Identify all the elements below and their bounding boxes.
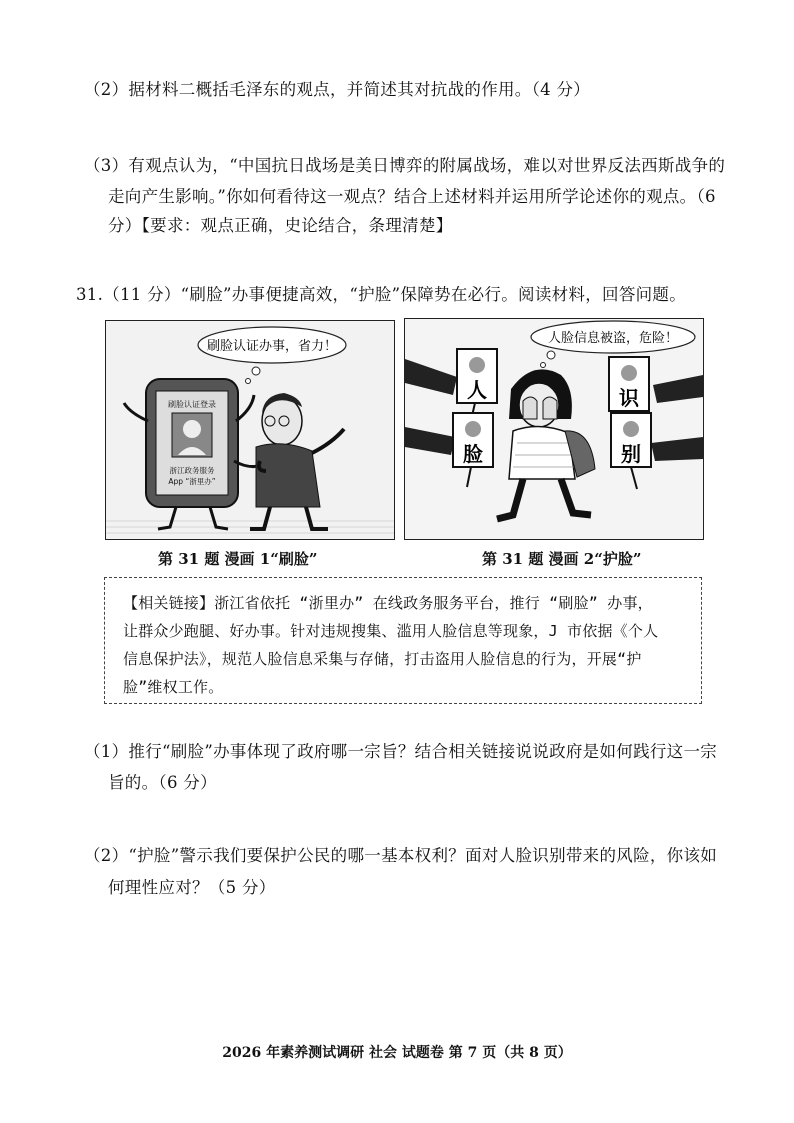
q30-part3-line1: （3）有观点认为，“中国抗日战场是美日博弈的附属战场，难以对世界反法西斯战争的 bbox=[84, 156, 726, 175]
comic-1-face-scan bbox=[105, 320, 395, 540]
bubble-2-text: 人脸信息被盗，危险！ bbox=[547, 331, 679, 346]
bubble-1-text: 刷脸认证办事，省力！ bbox=[206, 339, 338, 354]
page-footer: 2026 年素养测试调研 社会 试题卷 第 7 页（共 8 页） bbox=[222, 1045, 572, 1061]
link-line-3: 信息保护法》，规范人脸信息采集与存储，打击盗用人脸信息的行为，开展“护 bbox=[123, 650, 642, 668]
q31-heading: 31.（11 分）“刷脸”办事便捷高效，“护脸”保障势在必行。阅读材料，回答问题。 bbox=[76, 285, 687, 304]
q31-part2-line1: （2）“护脸”警示我们要保护公民的哪一基本权利？面对人脸识别带来的风险，你该如 bbox=[84, 846, 718, 865]
comic-1-caption: 第 31 题 漫画 1“刷脸” bbox=[158, 550, 318, 568]
link-line-4: 脸”维权工作。 bbox=[123, 678, 224, 696]
screen-bottom-text-2: App “浙里办” bbox=[168, 477, 216, 486]
q30-part3-line2: 走向产生影响。”你如何看待这一观点？结合上述材料并运用所学论述你的观点。（6 bbox=[108, 187, 716, 206]
sign-bie-text: 别 bbox=[621, 442, 641, 466]
q31-part2-line2: 何理性应对？（5 分） bbox=[108, 878, 276, 897]
q30-part3-line3: 分）【要求：观点正确，史论结合，条理清楚】 bbox=[108, 216, 453, 235]
sign-shi-text: 识 bbox=[619, 386, 639, 410]
comic-2-caption: 第 31 题 漫画 2“护脸” bbox=[482, 550, 642, 568]
q31-part1-line2: 旨的。（6 分） bbox=[108, 773, 217, 792]
link-line-2: 让群众少跑腿、好办事。针对违规搜集、滥用人脸信息等现象，J 市依据《个人 bbox=[123, 622, 659, 640]
related-link-box bbox=[104, 577, 702, 704]
q30-part2: （2）据材料二概括毛泽东的观点，并简述其对抗战的作用。（4 分） bbox=[84, 80, 591, 99]
sign-lian-text: 脸 bbox=[463, 442, 483, 466]
screen-top-text: 刷脸认证登录 bbox=[168, 400, 216, 409]
link-line-1: 【相关链接】浙江省依托 “浙里办” 在线政务服务平台，推行 “刷脸” 办事， bbox=[123, 594, 653, 612]
comic-2-face-protect bbox=[404, 318, 704, 540]
sign-ren-text: 人 bbox=[467, 378, 487, 402]
screen-bottom-text-1: 浙江政务服务 bbox=[169, 466, 215, 475]
q31-part1-line1: （1）推行“刷脸”办事体现了政府哪一宗旨？结合相关链接说说政府是如何践行这一宗 bbox=[84, 742, 718, 761]
